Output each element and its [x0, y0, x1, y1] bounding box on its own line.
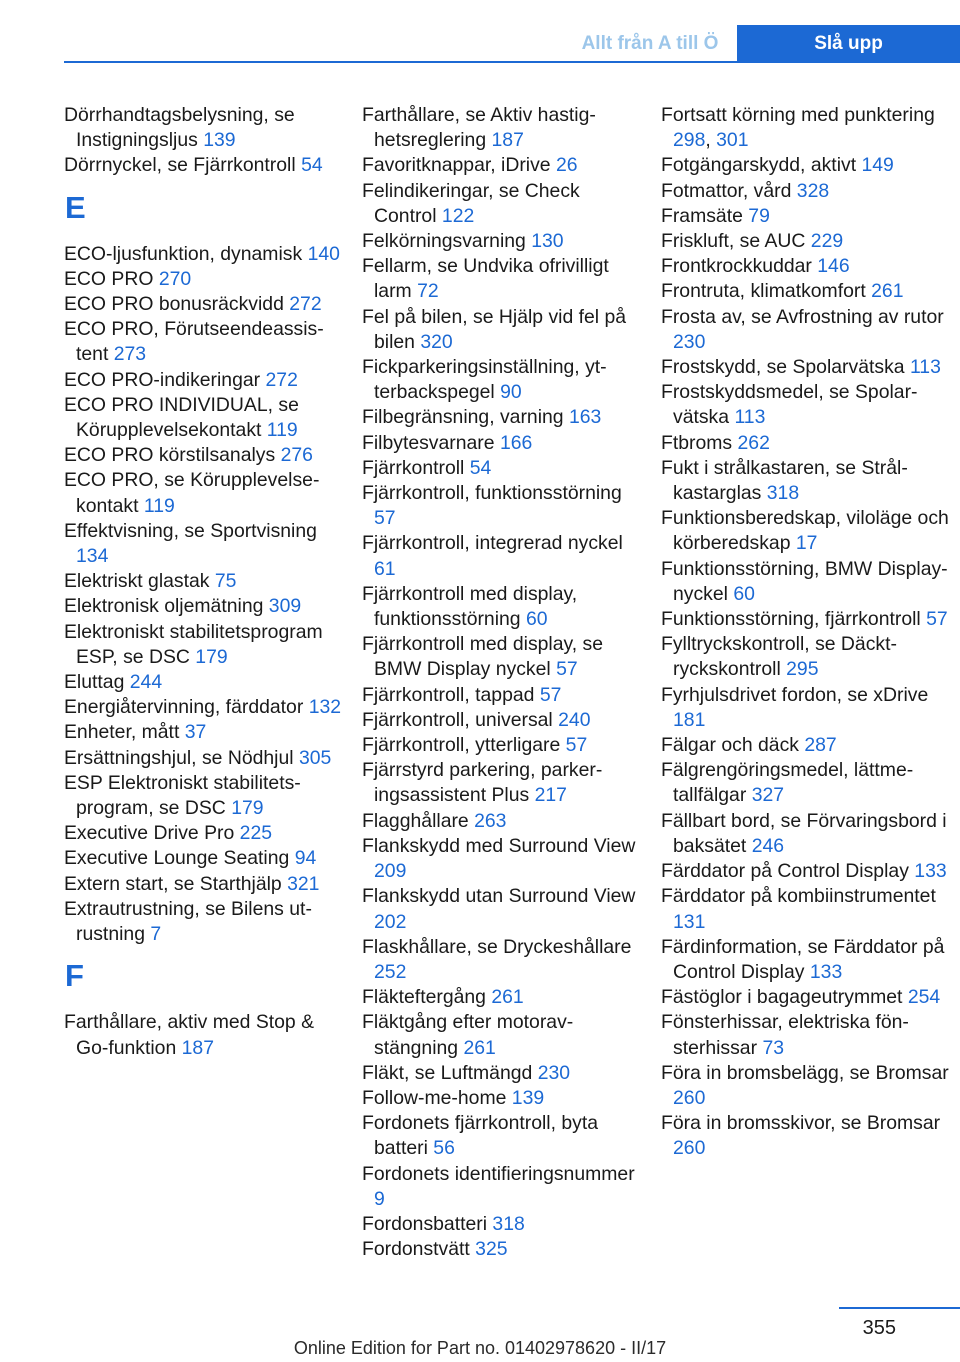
page-link[interactable]: 90: [500, 381, 522, 404]
page-link[interactable]: 134: [76, 545, 109, 568]
index-entry-text: Fönsterhissar, elektriska fönsterhissar: [661, 1011, 909, 1059]
index-entry: [362, 1111, 642, 1161]
index-entry-text: ECO PRO, Förutseendeassistent: [64, 318, 324, 366]
index-entry-text: Fordonsbatteri: [362, 1212, 493, 1235]
index-entry-text: Fjärrstyrd parkering, parkeringsassistent Plus: [362, 759, 603, 807]
page-link[interactable]: 230: [537, 1061, 571, 1084]
index-entry-text: Färddator på Control Display: [661, 860, 915, 883]
index-entry-text: Fordonets identifieringsnummer: [362, 1162, 641, 1185]
index-entry: [64, 292, 342, 317]
section-letter: E: [65, 189, 86, 225]
index-entry: [64, 670, 342, 695]
page-link[interactable]: 130: [531, 230, 564, 253]
page-link[interactable]: 320: [420, 330, 453, 353]
index-entry-text: Föra in bromsskivor, se Bromsar: [661, 1112, 946, 1135]
index-entry: [362, 531, 642, 581]
index-entry-text: Ersättningshjul, se Nödhjul: [64, 746, 299, 769]
footer-divider: [839, 1307, 960, 1309]
index-entry-text: Frostskyddsmedel, se Spolarvätska: [661, 381, 918, 429]
page-link[interactable]: 244: [129, 671, 163, 694]
index-entry-text: Extern start, se Starthjälp: [64, 872, 288, 895]
index-entry-text: Dörrhandtagsbelysning, se Instigningsljus: [64, 104, 301, 152]
page-link[interactable]: 225: [239, 822, 273, 845]
index-entry-text: Extrautrustning, se Bilens utrustning: [64, 897, 312, 946]
index-entry-text: Färddator på kombiinstrumentet: [661, 885, 942, 908]
index-entry-text: Fläktgång efter motoravstängning: [362, 1011, 574, 1059]
index-column-1: [64, 103, 342, 1061]
page-link[interactable]: 318: [492, 1212, 525, 1235]
page-link[interactable]: 181: [673, 708, 706, 731]
index-entry: [661, 229, 951, 254]
index-entry: [362, 683, 642, 708]
page-link[interactable]: 261: [871, 280, 904, 303]
index-entry-text: ECO PRO körstilsanalys: [64, 444, 281, 467]
index-entry: [362, 1010, 642, 1060]
page-link[interactable]: 270: [158, 267, 192, 290]
index-entry: [362, 834, 642, 884]
index-entry-text: Eluttag: [64, 671, 130, 694]
index-entry-text: ECO PRO-indikeringar: [64, 368, 266, 391]
page-link[interactable]: 133: [914, 860, 947, 883]
page-link[interactable]: 321: [287, 872, 320, 895]
index-entry: [661, 557, 951, 607]
index-entry-text: Föra in bromsbelägg, se Bromsar: [661, 1061, 955, 1084]
index-entry-text: Felindikeringar, se Check Control: [362, 179, 586, 227]
index-entry-text: Fukt i strålkastaren, se Strålkastarglas: [661, 456, 908, 505]
tab-all-a-to-z[interactable]: Allt från A till Ö: [565, 25, 735, 62]
index-entry: [661, 431, 951, 456]
index-entry-text: Energiåtervinning, färddator: [64, 696, 309, 719]
index-entry: [64, 153, 342, 178]
page-link[interactable]: 240: [558, 708, 591, 731]
page-link[interactable]: 26: [555, 154, 578, 177]
page-link[interactable]: 252: [374, 960, 407, 983]
page-link[interactable]: 57: [374, 507, 396, 530]
index-entry-text: Elektriskt glastak: [64, 570, 215, 593]
index-entry: [661, 607, 951, 632]
page-link[interactable]: 166: [499, 431, 533, 454]
page-link[interactable]: 262: [737, 431, 770, 454]
index-entry: [661, 884, 951, 934]
index-entry: [362, 229, 642, 254]
index-entry: [362, 1061, 642, 1086]
index-entry: [661, 279, 951, 304]
page-link[interactable]: 295: [786, 658, 819, 681]
index-entry-text: Farthållare, se Aktiv hastighetsreglering: [362, 104, 596, 152]
page-link[interactable]: 37: [184, 721, 207, 744]
index-entry: [661, 733, 951, 758]
page-link[interactable]: 75: [214, 570, 237, 593]
index-entry: [362, 884, 642, 934]
index-entry: [362, 305, 642, 355]
index-entry-text: Fälgrengöringsmedel, lättmetallfälgar: [661, 759, 914, 807]
index-entry: [362, 1162, 642, 1212]
index-entry: [64, 594, 342, 619]
page-link[interactable]: 305: [298, 746, 332, 769]
index-entry-text: Dörrnyckel, se Fjärrkontroll: [64, 154, 302, 177]
page-link[interactable]: 187: [491, 129, 524, 152]
index-entry-text: ESP Elektroniskt stabilitetsprogram, se DSC: [64, 771, 301, 820]
page-link[interactable]: 119: [266, 419, 298, 442]
index-entry: [661, 153, 951, 178]
page-link[interactable]: 54: [301, 154, 323, 177]
index-entry: [64, 846, 342, 871]
index-entry-text: Executive Lounge Seating: [64, 847, 295, 870]
index-entry: [362, 809, 642, 834]
page-link[interactable]: 132: [308, 696, 342, 719]
page-link[interactable]: 179: [231, 797, 264, 820]
page-link[interactable]: 140: [307, 242, 340, 265]
index-entry-text: Fjärrkontroll, universal: [362, 708, 559, 731]
page-link[interactable]: 113: [734, 406, 766, 429]
index-entry-text: Follow-me-home: [362, 1086, 512, 1109]
header-divider: [64, 61, 960, 63]
index-entry: [661, 1010, 951, 1060]
page-link[interactable]: 272: [265, 368, 298, 391]
index-entry: [661, 506, 955, 556]
page-link[interactable]: 79: [748, 204, 770, 227]
page-link[interactable]: 246: [751, 834, 785, 857]
index-entry: [64, 620, 342, 670]
page-link[interactable]: 325: [475, 1238, 508, 1261]
index-entry-text: Fläkteftergång: [362, 986, 492, 1009]
index-entry: [362, 985, 642, 1010]
page-link[interactable]: 327: [751, 784, 785, 807]
index-entry: [362, 481, 642, 531]
index-entry-text: Enheter, mått: [64, 721, 185, 744]
page-link[interactable]: 229: [810, 230, 844, 253]
index-entry: [362, 153, 642, 178]
index-entry-text: Fotgängarskydd, aktivt: [661, 154, 862, 177]
index-entry: [362, 758, 642, 808]
page-link[interactable]: 119: [143, 494, 175, 517]
page-link[interactable]: 139: [511, 1086, 545, 1109]
edition-footer: Online Edition for Part no. 01402978620 - II/17: [293, 1338, 667, 1358]
index-entry: [64, 393, 342, 443]
index-entry: [362, 1237, 642, 1262]
page-link[interactable]: 318: [766, 482, 800, 505]
page-link[interactable]: 217: [534, 784, 567, 807]
page-link[interactable]: 60: [733, 582, 755, 605]
page-link[interactable]: 17: [795, 532, 818, 555]
page-number: 355: [862, 1317, 896, 1339]
page-link[interactable]: 179: [195, 645, 228, 668]
page-link[interactable]: 263: [474, 809, 507, 832]
page-link[interactable]: 163: [568, 406, 602, 429]
page-link[interactable]: 122: [441, 204, 475, 227]
index-column-3: [661, 103, 955, 1162]
page-link[interactable]: 139: [203, 129, 236, 152]
index-entry: [661, 809, 951, 859]
index-entry-text: Farthållare, aktiv med Stop & Go-funktion: [64, 1011, 320, 1059]
index-entry: [661, 254, 951, 279]
page-link[interactable]: 146: [817, 255, 850, 278]
index-entry: [362, 355, 642, 405]
page-link[interactable]: 276: [280, 444, 313, 467]
page-link[interactable]: 9: [374, 1187, 385, 1210]
index-entry: [64, 695, 342, 720]
index-entry-text: Fyrhjulsdrivet fordon, se xDrive: [661, 683, 934, 706]
page-link[interactable]: 113: [909, 356, 941, 379]
index-entry: [64, 368, 342, 393]
page-link[interactable]: 309: [268, 595, 302, 618]
page-link[interactable]: 149: [861, 154, 894, 177]
index-entry-text: Felkörningsvarning: [362, 230, 532, 253]
index-entry: [661, 204, 951, 229]
index-entry-text: Executive Drive Pro: [64, 822, 240, 845]
index-entry: [661, 179, 951, 204]
page-link[interactable]: 261: [491, 986, 524, 1009]
page-link[interactable]: 230: [673, 330, 706, 353]
index-entry: [362, 456, 642, 481]
index-entry-text: Fälgar och däck: [661, 734, 805, 757]
index-entry-text: Fjärrkontroll, tappad: [362, 683, 540, 706]
index-entry-text: Effektvisning, se Sportvisning: [64, 519, 323, 542]
index-column-2: [362, 103, 642, 1262]
page-link[interactable]: 187: [181, 1036, 214, 1059]
index-entry: [64, 1010, 342, 1060]
index-entry-text: Fordonstvätt: [362, 1238, 476, 1261]
page-link[interactable]: 272: [289, 293, 322, 316]
index-entry: [64, 897, 342, 947]
index-entry-text: Funktionsstörning, BMW Display-nyckel: [661, 557, 948, 605]
index-entry-text: Filbegränsning, varning: [362, 406, 569, 429]
index-entry: [64, 519, 342, 569]
page-link[interactable]: 261: [463, 1036, 496, 1059]
index-entry-text: Favoritknappar, iDrive: [362, 154, 556, 177]
index-entry-text: Fylltryckskontroll, se Däcktryckskontroll: [661, 633, 897, 681]
index-entry-text: Fläkt, se Luftmängd: [362, 1061, 538, 1084]
page-link[interactable]: 72: [417, 280, 439, 303]
index-entry-text: Fjärrkontroll: [362, 456, 470, 479]
index-entry-text: Flagghållare: [362, 809, 475, 832]
index-entry: [64, 317, 342, 367]
index-entry: [64, 103, 342, 153]
index-entry: [64, 872, 342, 897]
index-entry: [64, 242, 342, 267]
page-link[interactable]: 57: [539, 683, 562, 706]
page-link[interactable]: 287: [804, 734, 837, 757]
index-entry-text: Elektroniskt stabilitetsprogram ESP, se DSC: [64, 620, 329, 668]
index-entry: [64, 771, 342, 821]
page-link[interactable]: 57: [565, 734, 588, 757]
page-link[interactable]: 298: [673, 129, 706, 152]
page-link[interactable]: 131: [673, 910, 706, 933]
index-entry: [362, 254, 642, 304]
tab-look-up[interactable]: Slå upp: [737, 25, 960, 62]
index-entry: [64, 720, 342, 745]
index-entry: [64, 267, 342, 292]
index-entry: [661, 985, 951, 1010]
index-entry-text: ECO PRO INDIVIDUAL, se Körupplevelsekontakt: [64, 393, 305, 442]
index-entry-text: ECO PRO bonusräckvidd: [64, 293, 290, 316]
index-entry: [362, 632, 642, 682]
index-entry-text: Framsäte: [661, 204, 749, 227]
index-entry: [362, 103, 642, 153]
index-entry-text: Frostskydd, se Spolarvätska: [661, 356, 910, 379]
index-entry-text: Fjärrkontroll, funktionsstörning: [362, 482, 628, 505]
page-link[interactable]: 94: [294, 847, 317, 870]
index-entry-text: ECO PRO: [64, 267, 159, 290]
index-entry: [661, 380, 951, 430]
index-entry-text: Fällbart bord, se Förvaringsbord i baksätet: [661, 809, 952, 857]
index-entry: [362, 1212, 642, 1237]
page-link[interactable]: 133: [809, 960, 843, 983]
index-entry-text: Filbytesvarnare: [362, 431, 500, 454]
index-entry-text: Fjärrkontroll, integrerad nyckel: [362, 532, 629, 555]
index-entry-text: ECO-ljusfunktion, dynamisk: [64, 242, 308, 265]
index-entry: [362, 431, 642, 456]
index-entry: [661, 456, 951, 506]
index-entry-text: ECO PRO, se Körupplevelsekontakt: [64, 469, 320, 517]
index-entry-text: Färdinformation, se Färddator på Control Display: [661, 935, 950, 983]
index-entry: [661, 1061, 955, 1111]
index-entry-text: Fordonets fjärrkontroll, byta batteri: [362, 1112, 604, 1160]
page-link[interactable]: 301: [716, 129, 749, 152]
page-link[interactable]: 54: [469, 456, 492, 479]
index-entry-text: Fotmattor, vård: [661, 179, 797, 202]
index-entry: [362, 1086, 642, 1111]
index-entry-text: Fjärrkontroll, ytterligare: [362, 734, 566, 757]
index-entry-text: Fästöglor i bagageutrymmet: [661, 986, 908, 1009]
index-entry: [661, 103, 951, 153]
page-link[interactable]: 202: [374, 910, 407, 933]
index-entry-text: Fellarm, se Undvika ofrivilligt larm: [362, 255, 615, 303]
index-entry: [661, 305, 951, 355]
page-link[interactable]: 60: [525, 608, 548, 631]
page-link[interactable]: 260: [673, 1086, 706, 1109]
index-entry-text: Frosta av, se Avfrostning av rutor: [661, 305, 950, 328]
index-entry: [661, 1111, 951, 1161]
page-link[interactable]: 73: [762, 1036, 785, 1059]
index-entry-text: Flankskydd med Surround View: [362, 834, 641, 857]
index-entry: [362, 935, 642, 985]
index-entry: [362, 582, 642, 632]
page-link[interactable]: 61: [374, 557, 396, 580]
page-link[interactable]: 273: [113, 343, 147, 366]
index-entry-text: Fickparkeringsinställning, ytterbackspegel: [362, 356, 607, 404]
index-entry-text: Flaskhållare, se Dryckeshållare: [362, 935, 637, 958]
index-entry: [661, 632, 951, 682]
index-entry-text: Ftbroms: [661, 431, 738, 454]
index-entry: [661, 935, 951, 985]
page-separator: ,: [705, 129, 717, 152]
index-entry: [362, 708, 642, 733]
index-entry: [362, 405, 642, 430]
index-entry: [362, 179, 642, 229]
index-entry: [661, 683, 951, 733]
page-link[interactable]: 7: [150, 923, 162, 946]
index-entry: [64, 821, 342, 846]
index-entry: [661, 355, 951, 380]
page-link[interactable]: 260: [673, 1137, 706, 1160]
page-link[interactable]: 209: [374, 860, 407, 883]
index-entry-text: Frontruta, klimatkomfort: [661, 280, 872, 303]
index-entry-text: Fjärrkontroll med display, se BMW Display nyckel: [362, 633, 609, 681]
index-entry: [64, 746, 342, 771]
index-entry: [362, 733, 642, 758]
index-entry-text: Frontkrockkuddar: [661, 255, 818, 278]
index-entry: [661, 758, 951, 808]
index-entry-text: Fjärrkontroll med display, funktionsstörning: [362, 582, 583, 631]
index-entry-text: Funktionsberedskap, viloläge och körberedskap: [661, 507, 955, 555]
page-link[interactable]: 254: [907, 986, 941, 1009]
index-entry: [661, 859, 951, 884]
index-entry-text: Fortsatt körning med punktering: [661, 104, 941, 126]
page-link[interactable]: 57: [556, 658, 578, 681]
index-entry-text: Fel på bilen, se Hjälp vid fel på bilen: [362, 305, 632, 353]
page-link[interactable]: 328: [796, 179, 830, 202]
index-entry-text: Friskluft, se AUC: [661, 230, 811, 253]
index-entry-text: Flankskydd utan Surround View: [362, 885, 641, 908]
page-link[interactable]: 56: [433, 1137, 455, 1160]
index-entry-text: Elektronisk oljemätning: [64, 595, 269, 618]
index-entry: [64, 443, 342, 468]
section-letter: F: [65, 958, 84, 994]
index-entry: [64, 569, 342, 594]
index-entry-text: Funktionsstörning, fjärrkontroll: [661, 608, 927, 631]
index-entry: [64, 468, 342, 518]
page-link[interactable]: 57: [926, 608, 948, 631]
